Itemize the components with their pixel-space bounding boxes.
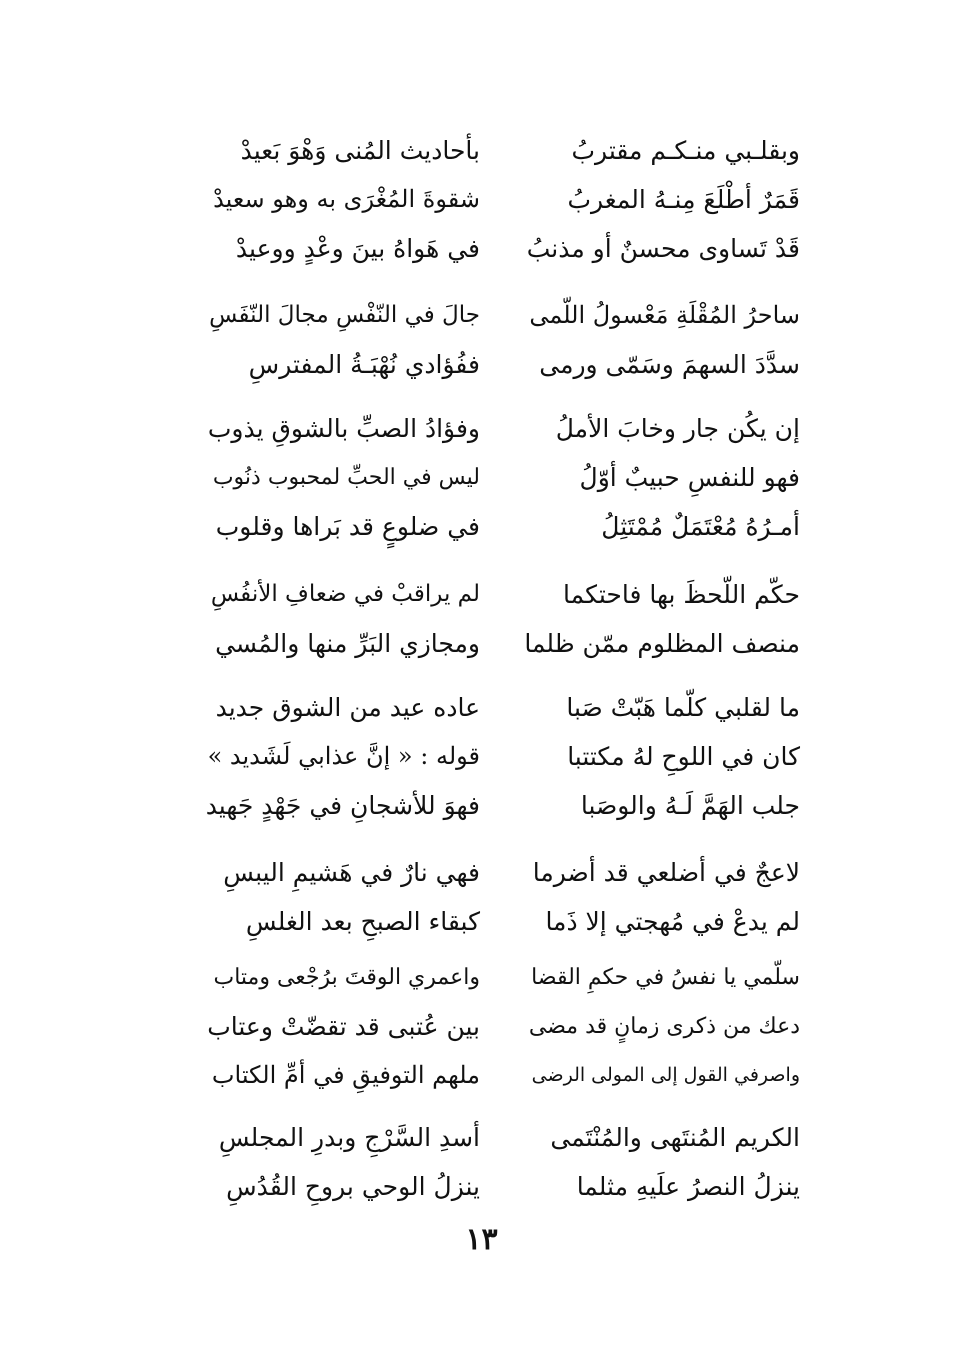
stanza-6	[205, 848, 800, 946]
verse-second-hemistich: كبقاء الصبحِ بعد الغلسِ	[245, 907, 480, 936]
verse-line	[205, 570, 800, 619]
verse-second-hemistich: بأحاديث المُنى وَهْوَ بَعيدْ	[240, 136, 480, 165]
verse-second-hemistich: في ضلوعٍ قد بَراها وقلوب	[215, 512, 480, 541]
stanza-4	[205, 570, 800, 668]
verse-first-hemistich: قَمَرٌ أطْلَعَ مِنـهُ المغربُ	[567, 185, 800, 214]
verse-first-hemistich: ما لقلبي كلّما هَبّتْ صَبا	[566, 693, 800, 722]
verse-first-hemistich: منصف المظلوم ممّن ظلما	[524, 629, 800, 658]
stanza-5	[205, 683, 800, 830]
verse-line	[205, 291, 800, 340]
verse-second-hemistich: لم يراقبْ في ضعافِ الأنفُسِ	[210, 581, 480, 607]
page-number: ١٣	[465, 1222, 498, 1257]
verse-line	[205, 502, 800, 551]
verse-second-hemistich: ليس في الحبِّ لمحبوب ذنُوب	[212, 465, 480, 490]
verse-second-hemistich: شقوةَ المُغْرَى به وهو سعيدْ	[213, 185, 480, 213]
verse-line	[205, 781, 800, 830]
verse-second-hemistich: فهي نارٌ في هَشيمِ اليبسِ	[223, 858, 480, 887]
verse-second-hemistich: ملهم التوفيقِ في أمِّ الكتاب	[211, 1061, 480, 1089]
verse-first-hemistich: حكّم اللّحظَ بها فاحتكما	[563, 580, 800, 609]
verse-second-hemistich: بين عُتبى قد تقضّتْ وعتاب	[207, 1012, 480, 1041]
verse-second-hemistich: عاده عيد من الشوق جديد	[215, 693, 480, 722]
verse-first-hemistich: قَدْ تَساوى محسنٌ أو مذنبُ	[526, 234, 800, 263]
verse-line	[205, 224, 800, 273]
verse-first-hemistich: جلب الهَمَّ لَـهُ والوصَبا	[580, 791, 800, 820]
verse-second-hemistich: أسدِ السَّرْجِ وبدرِ المجلسِ	[218, 1123, 480, 1152]
verse-line	[205, 1051, 800, 1100]
stanza-8	[205, 1113, 800, 1211]
verse-first-hemistich: فهو للنفسِ حبيبٌ أوّلُ	[579, 463, 800, 492]
verse-line	[205, 1002, 800, 1051]
verse-first-hemistich: ساحرُ المُقْلَةِ مَعْسولُ اللّمى	[529, 301, 800, 329]
verse-first-hemistich: الكريم المُنتَهى والمُنْتَمى	[550, 1123, 800, 1152]
verse-line	[205, 126, 800, 175]
verse-first-hemistich: وبقلـبي منـكـم مقتربُ	[571, 136, 800, 165]
verse-line	[205, 340, 800, 389]
verse-second-hemistich: قوله : « إنَّ عذابي لَشَديد »	[207, 742, 480, 770]
verse-second-hemistich: ومجازي البَرِّ منها والمُسي	[215, 629, 480, 658]
stanza-3	[205, 404, 800, 551]
stanza-7	[205, 953, 800, 1100]
verse-second-hemistich: وفؤادُ الصبِّ بالشوقِ يذوب	[207, 414, 480, 443]
verse-first-hemistich: ينزلُ النصرُ علَيهِ مثلما	[576, 1172, 800, 1201]
stanza-1	[205, 126, 800, 273]
verse-line	[205, 683, 800, 732]
verse-line	[205, 848, 800, 897]
verse-second-hemistich: فهوَ للأشجانِ في جَهْدٍ جَهيد	[205, 791, 480, 820]
verse-second-hemistich: جالَ في النّفْسِ مجالَ النّفَسِ	[209, 302, 480, 328]
verse-first-hemistich: أمـرُهُ مُعْتَمَلٌ مُمْتَثِلُ	[601, 512, 800, 541]
verse-line	[205, 732, 800, 781]
verse-line	[205, 953, 800, 1002]
verse-line	[205, 1162, 800, 1211]
verse-line	[205, 404, 800, 453]
verse-first-hemistich: سلّمي يا نفسُ في حكمِ القضا	[531, 965, 800, 990]
verse-first-hemistich: دعك من ذكرى زمانٍ قد مضى	[528, 1014, 800, 1039]
verse-line	[205, 1113, 800, 1162]
verse-line	[205, 453, 800, 502]
verse-second-hemistich: ففُؤادي نُهْبَـةُ المفترسِ	[248, 350, 480, 379]
verse-second-hemistich: واعمري الوقتَ برُجْعى ومتاب	[213, 965, 480, 990]
verse-line	[205, 897, 800, 946]
verse-second-hemistich: ينزلُ الوحي بروحِ القُدُسِ	[226, 1172, 480, 1201]
verse-first-hemistich: كان في اللوحِ لهُ مكتتبا	[567, 742, 800, 771]
verse-line	[205, 619, 800, 668]
verse-line	[205, 175, 800, 224]
verse-first-hemistich: لاعجٌ في أضلعي قد أضرما	[532, 858, 800, 887]
verse-first-hemistich: سدَّدَ السهمَ وسَمّى ورمى	[539, 350, 800, 379]
verse-first-hemistich: إن يكُن جار وخابَ الأملُ	[555, 414, 800, 443]
verse-first-hemistich: لم يدعْ في مُهجتي إلا ذَما	[545, 907, 800, 936]
verse-second-hemistich: في هَواهُ بينَ وعْدٍ ووعيدْ	[235, 234, 480, 263]
verse-first-hemistich: واصرفي القول إلى المولى الرضى	[531, 1064, 800, 1086]
stanza-2	[205, 291, 800, 389]
